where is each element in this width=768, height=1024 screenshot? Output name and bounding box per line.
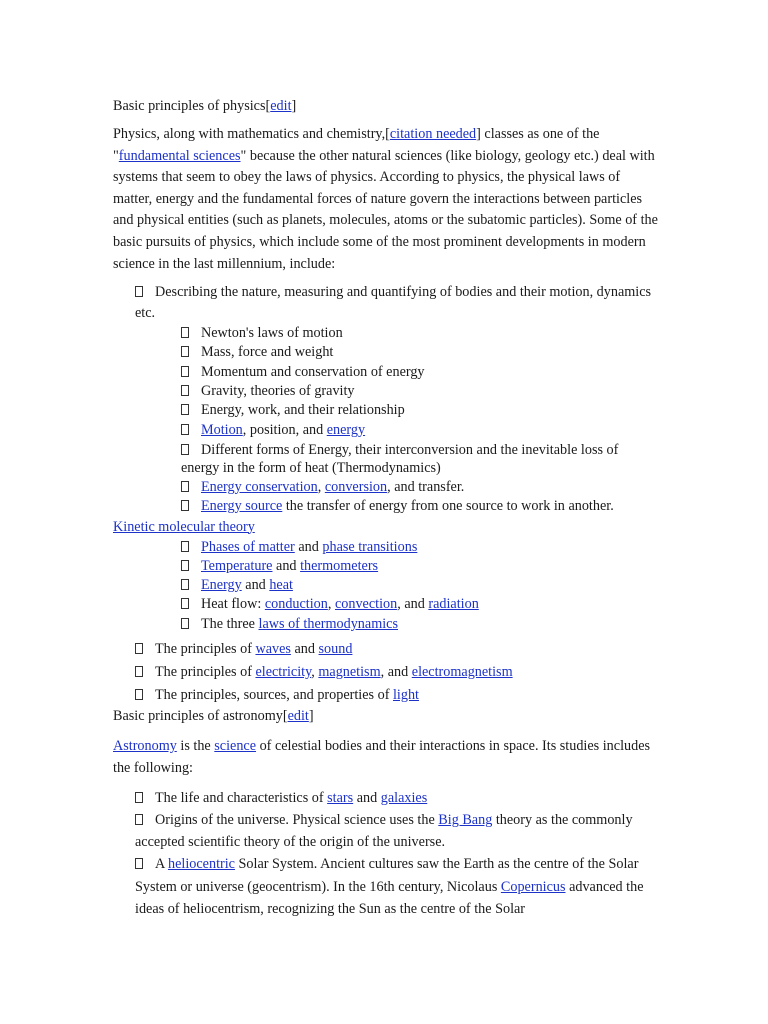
list-item-temperature — [181, 557, 658, 576]
bullet-box-icon — [181, 327, 189, 338]
text: ] classes as one of the " — [113, 126, 600, 164]
citation-needed-link[interactable]: citation needed — [389, 126, 477, 142]
list-item-electricity — [135, 661, 658, 684]
electromagnetism-link[interactable]: electromagnetism — [411, 663, 513, 680]
list-item-source — [181, 497, 658, 516]
text: Energy, work, and their relationship — [201, 402, 405, 419]
text: is the — [176, 738, 215, 755]
list-item-waves — [135, 638, 658, 661]
bullet-box-icon — [135, 643, 143, 654]
energy-link[interactable]: energy — [326, 421, 366, 438]
kinetic-molecular-theory-link[interactable]: Kinetic molecular theory — [113, 518, 255, 535]
text: and — [294, 538, 323, 555]
bullet-box-icon — [181, 346, 189, 357]
text: Newton's laws of motion — [201, 325, 343, 342]
electricity-link[interactable]: electricity — [255, 663, 312, 680]
bullet-box-icon — [181, 385, 189, 396]
text: Momentum and conservation of energy — [201, 363, 425, 380]
energy-conservation-link[interactable]: Energy conservation — [201, 478, 318, 495]
fundamental-sciences-link[interactable]: fundamental sciences — [118, 147, 241, 164]
thermometers-link[interactable]: thermometers — [300, 557, 379, 574]
list-item-heat-flow — [181, 595, 658, 614]
list-item-energy-work — [181, 401, 658, 420]
bullet-box-icon — [135, 814, 143, 825]
text: , and transfer. — [387, 478, 465, 495]
list-item-describing — [135, 282, 658, 324]
astronomy-heading: Basic principles of astronomy[edit] — [113, 708, 314, 725]
text: Solar System. Ancient cultures saw the Earth as the centre of the Solar System or universe (geocentrism). In the 16th century, Nicolaus — [135, 856, 639, 895]
text: The life and characteristics of — [155, 789, 328, 806]
bullet-box-icon — [181, 618, 189, 629]
text: " because the other natural sciences (like biology, geology etc.) deal with systems that seem to obey the laws of physics. According to physics, the physical laws of matter, energy and the fundamental forces of nature govern the interactions between particles and physical entities (such as planets, molecules, atoms or the subatomic particles). Some of the basic pursuits of physics, which include some of the most prominent developments in modern science in the last millennium, include: — [113, 147, 658, 272]
convection-link[interactable]: convection — [334, 596, 398, 613]
heliocentric-link[interactable]: heliocentric — [168, 856, 235, 873]
text: the transfer of energy from one source to work in another. — [282, 498, 614, 515]
heat-link[interactable]: heat — [269, 577, 293, 594]
bullet-box-icon — [181, 424, 189, 435]
text: and — [241, 577, 270, 594]
list-item-newton — [181, 324, 658, 343]
text: The principles of — [155, 663, 256, 680]
list-item-momentum — [181, 363, 658, 382]
sound-link[interactable]: sound — [318, 641, 353, 658]
bullet-box-icon — [181, 598, 189, 609]
copernicus-link[interactable]: Copernicus — [500, 878, 566, 895]
document-page — [113, 96, 658, 921]
text: Gravity, theories of gravity — [201, 383, 355, 400]
light-link[interactable]: light — [392, 686, 419, 703]
text: The principles of — [155, 641, 256, 658]
bullet-box-icon — [135, 286, 143, 297]
text: Physics, along with mathematics and chemistry,[ — [113, 126, 390, 142]
text: Heat flow: — [201, 596, 265, 613]
text: Mass, force and weight — [201, 344, 334, 361]
phase-transitions-link[interactable]: phase transitions — [322, 538, 418, 555]
bullet-box-icon — [181, 366, 189, 377]
astronomy-heading-text: Basic principles of astronomy — [113, 708, 283, 725]
text: and — [272, 557, 301, 574]
text: Origins of the universe. Physical science uses the — [155, 812, 439, 829]
list-item-motion — [181, 421, 658, 440]
energy-source-link[interactable]: Energy source — [201, 498, 283, 515]
physics-edit-link[interactable]: edit — [270, 98, 292, 114]
bullet-box-icon — [181, 560, 189, 571]
text: A — [155, 856, 169, 873]
bullet-box-icon — [135, 666, 143, 677]
list-item-heliocentric — [135, 853, 658, 921]
list-item-gravity — [181, 382, 658, 401]
text: , and — [380, 663, 412, 680]
list-item-origins — [135, 809, 658, 853]
science-link[interactable]: science — [214, 738, 257, 755]
physics-heading: Basic principles of physics[edit] — [113, 98, 297, 114]
bullet-box-icon — [135, 858, 143, 869]
text: and — [290, 641, 319, 658]
motion-link[interactable]: Motion — [201, 421, 243, 438]
stars-link[interactable]: stars — [327, 789, 354, 806]
radiation-link[interactable]: radiation — [428, 596, 479, 613]
bullet-box-icon — [135, 689, 143, 700]
bullet-box-icon — [181, 579, 189, 590]
conduction-link[interactable]: conduction — [264, 596, 328, 613]
conversion-link[interactable]: conversion — [324, 478, 388, 495]
text: , and — [397, 596, 429, 613]
phases-of-matter-link[interactable]: Phases of matter — [201, 538, 295, 555]
text: theory as the commonly accepted scientific theory of the origin of the universe. — [135, 812, 633, 851]
galaxies-link[interactable]: galaxies — [380, 789, 428, 806]
list-item-energy-heat — [181, 576, 658, 595]
text: The three — [201, 615, 259, 632]
text: The principles, sources, and properties of — [155, 686, 393, 703]
bullet-box-icon — [181, 404, 189, 415]
list-item-phases — [181, 538, 658, 557]
list-item-three-laws — [181, 615, 658, 634]
list-item-light — [135, 684, 658, 707]
magnetism-link[interactable]: magnetism — [318, 663, 381, 680]
bullet-box-icon — [181, 500, 189, 511]
bullet-box-icon — [181, 444, 189, 455]
waves-link[interactable]: waves — [255, 641, 291, 658]
astronomy-edit-link[interactable]: edit — [287, 708, 309, 725]
bullet-box-icon — [181, 481, 189, 492]
text: , position, and — [242, 421, 327, 438]
text: , — [327, 596, 335, 613]
text: Different forms of Energy, their interconversion and the inevitable loss of energy in the form of heat (Thermodynamics) — [181, 441, 619, 476]
astronomy-link[interactable]: Astronomy — [113, 738, 177, 755]
text: advanced the ideas of heliocentrism, recognizing the Sun as the centre of the Solar — [135, 878, 644, 918]
astronomy-intro-paragraph — [113, 736, 658, 779]
list-item-mass — [181, 343, 658, 362]
text: and — [353, 789, 381, 806]
big-bang-link[interactable]: Big Bang — [438, 812, 493, 829]
text: , — [317, 478, 325, 495]
temperature-link[interactable]: Temperature — [201, 557, 273, 574]
physics-heading-text: Basic principles of physics — [113, 98, 266, 114]
energy-link-2[interactable]: Energy — [201, 577, 242, 594]
list-item-conservation — [181, 478, 658, 497]
text: , — [311, 663, 319, 680]
laws-of-thermodynamics-link[interactable]: laws of thermodynamics — [258, 615, 398, 632]
bullet-box-icon — [135, 792, 143, 803]
list-item-forms — [181, 441, 658, 477]
text: of celestial bodies and their interactions in space. Its studies includes the following: — [113, 738, 651, 776]
text: Describing the nature, measuring and quantifying of bodies and their motion, dynamics etc. — [135, 284, 652, 322]
kinetic-theory-line — [113, 517, 658, 538]
physics-intro-paragraph — [113, 124, 658, 275]
list-item-stars — [135, 787, 658, 810]
bullet-box-icon — [181, 541, 189, 552]
